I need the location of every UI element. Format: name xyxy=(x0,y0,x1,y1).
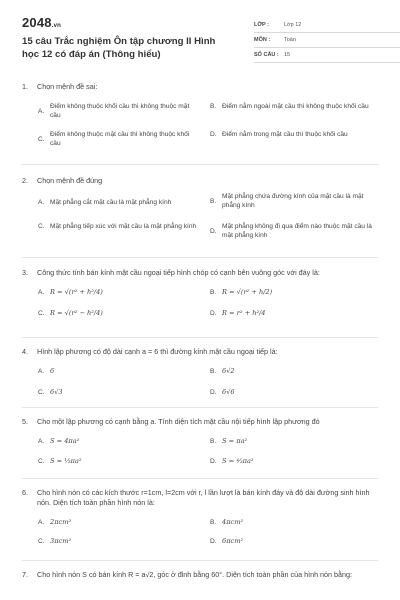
option-letter: C. xyxy=(38,389,45,396)
option-d[interactable] xyxy=(210,457,380,466)
option-a[interactable] xyxy=(38,437,198,446)
option-c[interactable] xyxy=(38,309,198,318)
option-letter: A. xyxy=(38,368,45,375)
option-a[interactable] xyxy=(38,518,198,527)
meta-label: MÔN : xyxy=(254,37,271,43)
option-c[interactable] xyxy=(38,130,198,148)
question-number: 7. xyxy=(22,570,28,579)
option-c[interactable] xyxy=(38,457,198,466)
option-text: R = √(r² + h²/4) xyxy=(50,288,103,296)
question-number: 2. xyxy=(22,176,28,185)
option-a[interactable] xyxy=(38,198,208,207)
option-letter: C. xyxy=(38,310,45,317)
option-c[interactable] xyxy=(38,537,198,546)
meta-row-class xyxy=(254,18,400,33)
option-letter: D. xyxy=(210,538,217,545)
option-text: Mặt phẳng không đi qua điểm nào thuộc mặt cầu là mặt phẳng kính xyxy=(222,223,372,239)
option-letter: D. xyxy=(210,389,217,396)
option-text: Mặt phẳng chứa đường kính của mặt cầu là mặt phẳng kính xyxy=(222,193,364,209)
meta-value: Toán xyxy=(284,37,296,43)
option-text: 3πcm² xyxy=(50,537,72,545)
question xyxy=(22,417,378,483)
option-letter: D. xyxy=(210,310,217,317)
question-divider xyxy=(22,257,378,258)
option-b[interactable] xyxy=(210,518,380,527)
option-b[interactable] xyxy=(210,437,380,446)
option-text: 6 xyxy=(50,367,55,375)
question xyxy=(22,176,378,252)
meta-label: LỚP : xyxy=(254,22,269,28)
option-text: S = 4πa² xyxy=(50,437,80,445)
question-divider xyxy=(22,164,378,165)
option-letter: C. xyxy=(38,538,45,545)
option-d[interactable] xyxy=(210,130,380,139)
option-text: 2πcm² xyxy=(50,518,72,526)
option-text: 6√2 xyxy=(222,367,235,375)
question-number: 5. xyxy=(22,417,28,426)
question xyxy=(22,488,378,564)
question-number: 1. xyxy=(22,82,28,91)
option-text: R = √(r² + h/2) xyxy=(222,288,273,296)
option-letter: B. xyxy=(210,519,217,526)
option-text: Mặt phẳng tiếp xúc với mặt cầu là mặt phẳng kính xyxy=(50,223,197,230)
option-letter: A. xyxy=(38,519,45,526)
meta-label: SỐ CÂU : xyxy=(254,52,279,58)
option-letter: A. xyxy=(38,438,45,445)
question-divider xyxy=(22,560,378,561)
option-letter: B. xyxy=(210,289,217,296)
option-b[interactable] xyxy=(210,192,380,210)
question-text: Hình lập phương có độ dài cạnh a = 6 thì đường kính mặt cầu ngoại tiếp là: xyxy=(37,347,278,356)
option-text: 6πcm² xyxy=(222,537,244,545)
option-text: 6√3 xyxy=(50,388,63,396)
meta-row-subject xyxy=(254,33,400,48)
option-letter: C. xyxy=(38,135,45,143)
option-text: Điểm không thuộc mặt cầu thì không thuộc khối cầu xyxy=(50,131,190,147)
option-letter: C. xyxy=(38,458,45,465)
question-text: Cho hình nón có các kích thước r=1cm, l=2cm với r, l lần lượt là bán kính đáy và độ dài đường sinh hình nón. Diện tích toàn phần hình nón là: xyxy=(37,488,370,507)
question-text: Công thức tính bán kính mặt cầu ngoại tiếp hình chóp có cạnh bên vuông góc với đáy là: xyxy=(37,268,320,277)
option-c[interactable] xyxy=(38,388,198,397)
question xyxy=(22,268,378,334)
question-text: Cho hình nón S có bán kính R = a√2, góc ở đỉnh bằng 60°. Diện tích toàn phần của hình nón bằng: xyxy=(37,570,353,579)
option-a[interactable] xyxy=(38,288,198,297)
logo-main: 2048 xyxy=(22,15,52,30)
option-b[interactable] xyxy=(210,102,380,111)
option-a[interactable] xyxy=(38,102,198,120)
question-number: 4. xyxy=(22,347,28,356)
meta-info xyxy=(254,18,400,63)
option-text: Mặt phẳng cắt mặt cầu là mặt phẳng kính xyxy=(50,199,172,206)
option-letter: A. xyxy=(38,107,45,115)
question xyxy=(22,570,378,580)
meta-value: 15 xyxy=(284,52,291,58)
question-number: 6. xyxy=(22,488,28,497)
option-d[interactable] xyxy=(210,222,380,240)
option-b[interactable] xyxy=(210,367,380,376)
option-letter: C. xyxy=(38,223,45,230)
option-a[interactable] xyxy=(38,367,198,376)
option-letter: B. xyxy=(210,438,217,445)
option-letter: A. xyxy=(38,289,45,296)
question-number: 3. xyxy=(22,268,28,277)
option-b[interactable] xyxy=(210,288,380,297)
option-text: 6√6 xyxy=(222,388,235,396)
option-letter: B. xyxy=(210,197,217,205)
question-divider xyxy=(22,407,378,408)
question xyxy=(22,347,378,413)
page-title: 15 câu Trắc nghiệm Ôn tập chương II Hình học 12 có đáp án (Thông hiểu) xyxy=(22,36,216,60)
option-d[interactable] xyxy=(210,309,380,318)
option-text: R = √(r² − h²/4) xyxy=(50,309,103,317)
option-letter: D. xyxy=(210,131,217,138)
question xyxy=(22,82,378,158)
option-letter: B. xyxy=(210,103,217,110)
option-letter: D. xyxy=(210,227,217,235)
option-letter: D. xyxy=(210,458,217,465)
option-letter: A. xyxy=(38,199,45,206)
logo-suffix: .vn xyxy=(51,23,62,29)
meta-value: Lớp 12 xyxy=(284,22,302,28)
question-text: Chọn mệnh đề đúng xyxy=(37,176,103,185)
option-text: Điểm không thuộc khối cầu thì không thuộc mặt cầu xyxy=(50,103,190,119)
question-divider xyxy=(22,337,378,338)
option-d[interactable] xyxy=(210,388,380,397)
option-letter: B. xyxy=(210,368,217,375)
option-text: Điểm nằm trong mặt cầu thì thuộc khối cầu xyxy=(222,131,348,138)
option-text: 4πcm² xyxy=(222,518,244,526)
option-text: S = ⅓πa² xyxy=(50,457,82,465)
option-d[interactable] xyxy=(210,537,380,546)
worksheet-header xyxy=(22,16,378,90)
question-text: Cho một lập phương có cạnh bằng a. Tính diện tích mặt cầu nội tiếp hình lập phương đó xyxy=(37,417,320,426)
meta-row-count xyxy=(254,48,400,63)
option-text: S = ⁴⁄₃πa² xyxy=(222,457,254,465)
option-text: Điểm nằm ngoài mặt cầu thì không thuộc khối cầu xyxy=(222,103,369,110)
option-text: S = πa² xyxy=(222,437,248,445)
option-c[interactable] xyxy=(38,222,198,231)
question-text: Chọn mệnh đề sai: xyxy=(37,82,98,91)
option-text: R = r² + h²/4 xyxy=(222,309,266,317)
question-divider xyxy=(22,478,378,479)
